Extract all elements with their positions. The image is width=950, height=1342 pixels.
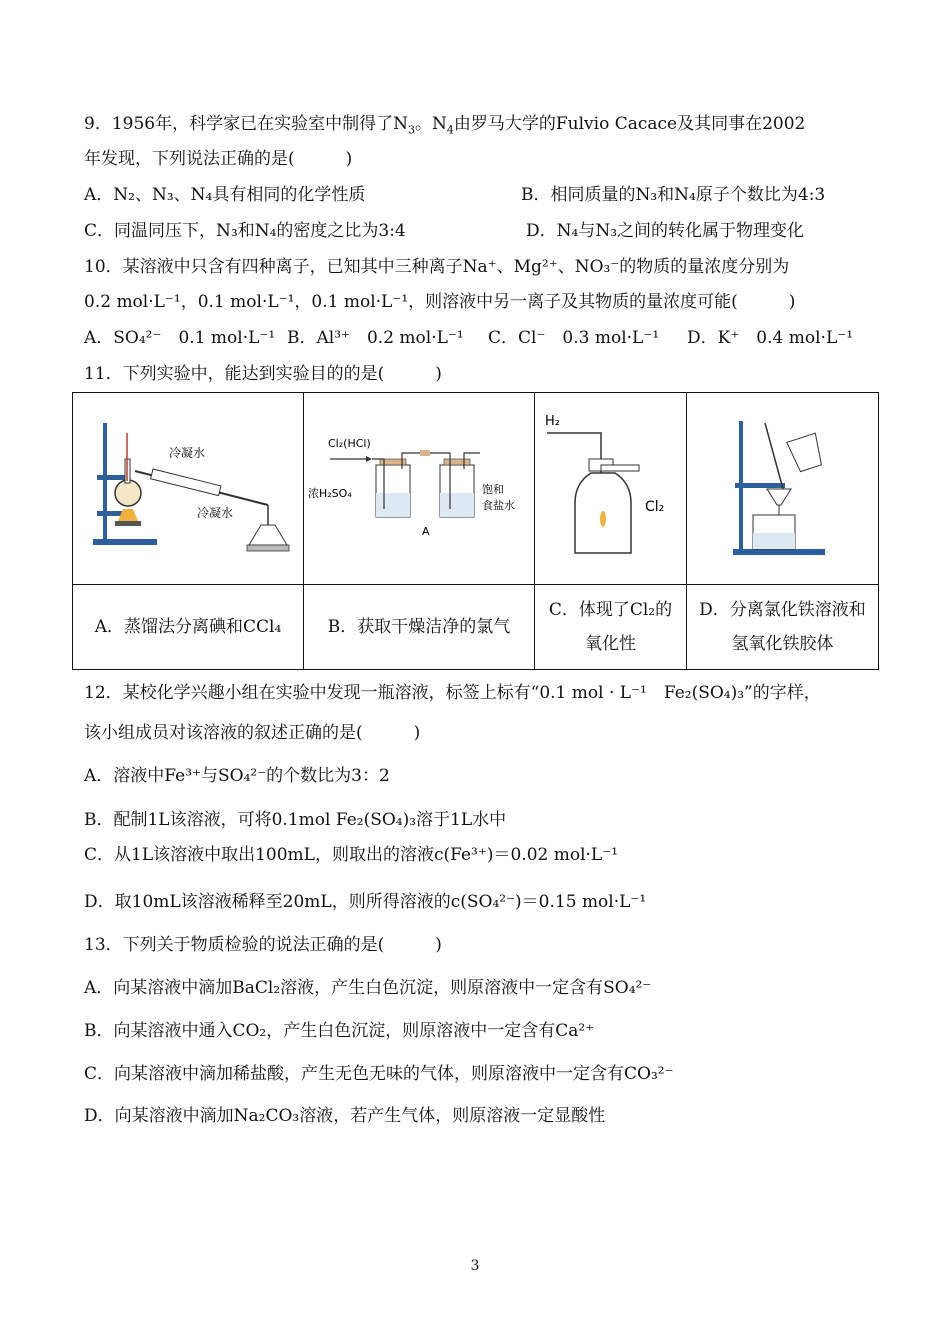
- q9-option-c: C．同温同压下，N₃和N₄的密度之比为3:4: [84, 221, 406, 241]
- q9-option-b: B．相同质量的N₃和N₄原子个数比为4:3: [521, 185, 826, 205]
- caption-c: C．体现了Cl₂的氧化性: [535, 585, 687, 670]
- diagram-cell-c: [535, 393, 687, 585]
- label-saturated-brine-2: 食盐水: [482, 499, 515, 512]
- q10-option-c: C．Cl⁻ 0.3 mol·L⁻¹: [488, 328, 660, 348]
- diagram-cell-a: [73, 393, 304, 585]
- label-conc-h2so4: 浓H₂SO₄: [308, 487, 352, 500]
- label-h2: H₂: [545, 414, 560, 429]
- q12-stem-line1: 12．某校化学兴趣小组在实验中发现一瓶溶液，标签上标有“0.1 mol · L⁻¹ Fe₂(SO₄)₃”的字样，: [84, 683, 821, 703]
- label-cl2-hcl: Cl₂(HCl): [328, 437, 371, 450]
- q12-option-d: D．取10mL该溶液稀释至20mL，则所得溶液的c(SO₄²⁻)＝0.15 mol·L⁻¹: [84, 892, 647, 912]
- caption-b: B．获取干燥洁净的氯气: [304, 585, 535, 670]
- label-condense-water-top: 冷凝水: [169, 446, 206, 460]
- q11-stem: 11．下列实验中，能达到实验目的的是( ): [84, 364, 442, 384]
- q9-stem-line1: 9．1956年，科学家已在实验室中制得了$N_3$。$N_4$由罗马大学的Fulvio Cacace及其同事在2002: [84, 114, 806, 137]
- distillation-apparatus-diagram: [73, 393, 302, 579]
- q12-stem-line2: 该小组成员对该溶液的叙述正确的是( ): [84, 723, 421, 743]
- q10-option-a: A．SO₄²⁻ 0.1 mol·L⁻¹: [84, 328, 276, 348]
- q10-option-b: B．Al³⁺ 0.2 mol·L⁻¹: [287, 328, 464, 348]
- q10-stem-line2: 0.2 mol·L⁻¹，0.1 mol·L⁻¹，0.1 mol·L⁻¹，则溶液中另一离子及其物质的量浓度可能( ): [84, 292, 796, 312]
- q12-option-c: C．从1L该溶液中取出100mL，则取出的溶液c(Fe³⁺)＝0.02 mol·L⁻¹: [84, 845, 618, 865]
- page-number: 3: [470, 1258, 480, 1274]
- q13-stem: 13．下列关于物质检验的说法正确的是( ): [84, 935, 442, 955]
- q13-option-d: D．向某溶液中滴加Na₂CO₃溶液，若产生气体，则原溶液一定显酸性: [84, 1106, 606, 1126]
- q9-option-a: A．N₂、N₃、N₄具有相同的化学性质: [84, 185, 366, 205]
- q13-option-b: B．向某溶液中通入CO₂，产生白色沉淀，则原溶液中一定含有Ca²⁺: [84, 1021, 595, 1041]
- q10-stem-line1: 10．某溶液中只含有四种离子，已知其中三种离子Na⁺、Mg²⁺、NO₃⁻的物质的量浓度分别为: [84, 257, 790, 277]
- label-cl2: Cl₂: [645, 499, 665, 515]
- q12-option-a: A．溶液中Fe³⁺与SO₄²⁻的个数比为3：2: [84, 766, 390, 786]
- q12-option-b: B．配制1L该溶液，可将0.1mol Fe₂(SO₄)₃溶于1L水中: [84, 810, 507, 830]
- label-saturated-brine-1: 饱和: [482, 483, 504, 496]
- caption-d: D．分离氯化铁溶液和氢氧化铁胶体: [687, 585, 879, 670]
- q9-stem-line2: 年发现，下列说法正确的是( ): [84, 149, 353, 169]
- caption-a: A．蒸馏法分离碘和CCl₄: [73, 585, 304, 670]
- q11-experiment-table: [72, 392, 879, 670]
- q9-option-d: D．N₄与N₃之间的转化属于物理变化: [526, 221, 805, 241]
- diagram-cell-b: [304, 393, 535, 585]
- filtration-apparatus-diagram: [687, 393, 877, 579]
- label-condense-water-bottom: 冷凝水: [197, 506, 234, 520]
- q10-option-d: D．K⁺ 0.4 mol·L⁻¹: [687, 328, 854, 348]
- q13-option-c: C．向某溶液中滴加稀盐酸，产生无色无味的气体，则原溶液中一定含有CO₃²⁻: [84, 1064, 674, 1084]
- q13-option-a: A．向某溶液中滴加BaCl₂溶液，产生白色沉淀，则原溶液中一定含有SO₄²⁻: [84, 978, 652, 998]
- hydrogen-combustion-diagram: [535, 393, 685, 579]
- diagram-cell-d: [687, 393, 879, 585]
- gas-washing-apparatus-diagram: [304, 393, 533, 579]
- label-apparatus-a: A: [422, 525, 430, 538]
